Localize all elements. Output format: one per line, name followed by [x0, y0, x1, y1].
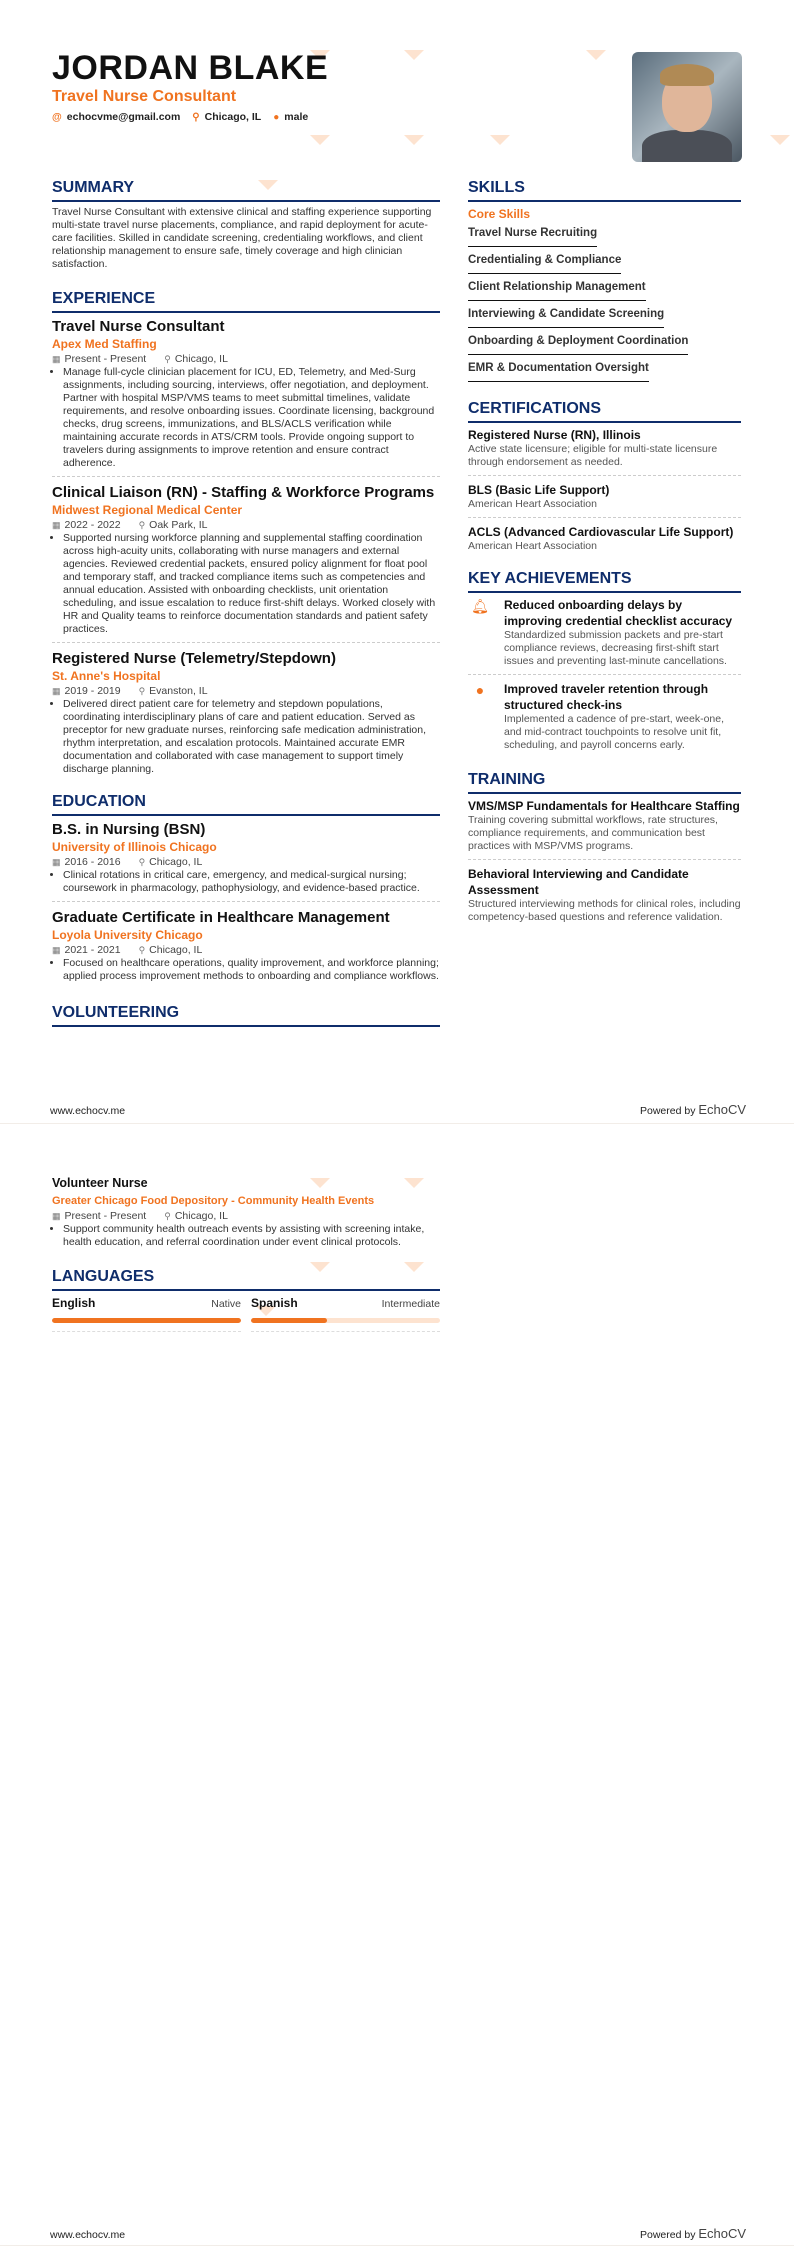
experience-entry [52, 483, 440, 643]
language-name: Spanish [251, 1296, 298, 1310]
entry-meta [52, 518, 440, 532]
footer-powered [640, 2227, 746, 2242]
footer-website[interactable]: www.echocv.me [50, 2229, 126, 2241]
contact-info [52, 110, 612, 125]
location: Chicago, IL [204, 111, 262, 123]
entry-title: Clinical Liaison (RN) - Staffing & Workforce Programs [52, 484, 435, 501]
language-level: Native [211, 1298, 241, 1310]
location-pin-icon: ⚲ [192, 112, 200, 123]
chat-bubble-icon: ● [475, 682, 485, 698]
language-proficiency-bar [251, 1318, 440, 1323]
entry-organization: University of Illinois Chicago [52, 840, 217, 854]
language-proficiency-bar [52, 1318, 241, 1323]
certification-entry [468, 427, 741, 476]
language-item [52, 1295, 241, 1332]
volunteering-entry [52, 1174, 440, 1255]
email[interactable]: echocvme@gmail.com [66, 111, 181, 123]
resume-page-2 [0, 1124, 794, 2246]
entry-dates: 2016 - 2016 [64, 856, 121, 868]
training-text: Training covering submittal workflows, rate structures, compliance requirements, and communication best practices with MSP/VMS programs. [468, 814, 718, 852]
entry-meta [52, 684, 440, 698]
education-entry [52, 820, 440, 902]
entry-title: Graduate Certificate in Healthcare Management [52, 909, 390, 926]
achievement-title: Reduced onboarding delays by improving credential checklist accuracy [504, 598, 733, 628]
calendar-icon: ▦ [52, 354, 61, 364]
language-item [251, 1295, 440, 1332]
training-text: Structured interviewing methods for clinical roles, including competency-based questions and reference validation. [468, 898, 741, 923]
achievement-entry [468, 597, 741, 675]
training-title: Behavioral Interviewing and Candidate Assessment [468, 867, 689, 897]
entry-dates: 2019 - 2019 [64, 685, 121, 697]
training-entry [468, 798, 741, 860]
skills-heading: SKILLS [468, 178, 741, 202]
candidate-name: JORDAN BLAKE [52, 49, 329, 87]
volunteering-heading: VOLUNTEERING [52, 1003, 440, 1027]
skill-item: Onboarding & Deployment Coordination [468, 331, 688, 355]
certification-title: Registered Nurse (RN), Illinois [468, 428, 641, 442]
location-pin-icon: ⚲ [138, 945, 146, 955]
skill-item: EMR & Documentation Oversight [468, 358, 649, 382]
location-pin-icon: ⚲ [138, 520, 146, 530]
location-pin-icon: ⚲ [138, 857, 146, 867]
entry-dates: Present - Present [64, 1210, 147, 1222]
entry-bullet: • Supported nursing workforce planning and supplemental staffing coordination across high-acuity units, collaborating with nurse managers and external agencies. Reviewed credential packets, ensured policy alignment for float pool and temporary staff, and tracked compliance items such as competencies and annual education. Assisted with onboarding checklists, unit orientation scheduling, and issue escalation to reduce first-shift delays. Worked closely with HR and Quality teams to reinforce documentation standards and patient safety practices. [63, 532, 440, 636]
entry-location: Chicago, IL [174, 1210, 228, 1222]
skill-item: Credentialing & Compliance [468, 250, 621, 274]
achievement-text: Standardized submission packets and pre-start compliance reviews, decreasing first-shift start issues and preventing last-minute cancellations. [504, 629, 727, 667]
entry-bullet: • Support community health outreach events by assisting with screening intake, health education, and referral coordination under event clinical protocols. [63, 1223, 440, 1249]
right-column [468, 178, 741, 936]
candidate-title: Travel Nurse Consultant [52, 88, 237, 105]
language-proficiency-fill [52, 1318, 241, 1323]
entry-dates: 2022 - 2022 [64, 519, 121, 531]
experience-heading: EXPERIENCE [52, 289, 440, 313]
language-proficiency-fill [251, 1318, 327, 1323]
certification-title: BLS (Basic Life Support) [468, 483, 610, 497]
certification-title: ACLS (Advanced Cardiovascular Life Support) [468, 525, 734, 539]
entry-bullet: • Clinical rotations in critical care, emergency, and medical-surgical nursing; coursework in pharmacology, pathophysiology, and evidence-based practice. [63, 869, 440, 895]
entry-organization: Midwest Regional Medical Center [52, 503, 243, 517]
certifications-heading: CERTIFICATIONS [468, 399, 741, 423]
language-name: English [52, 1296, 96, 1310]
summary-heading: SUMMARY [52, 178, 440, 202]
achievement-text: Implemented a cadence of pre-start, week-one, and mid-contract touchpoints to resolve unit fit, scheduling, and payroll concerns early. [504, 713, 725, 751]
entry-meta [52, 855, 440, 869]
summary-text: Travel Nurse Consultant with extensive clinical and staffing experience supporting multi-state travel nurse placements, compliance, and rapid deployment for acute-care facilities. Skilled in candidate screening, credentialing workflows, and client relationship management to ensure safe, timely coverage and high clinician satisfaction. [52, 206, 432, 270]
entry-organization: Apex Med Staffing [52, 337, 157, 351]
skills-group: Core Skills [468, 207, 531, 221]
brand-logo[interactable]: EchoCV [698, 2226, 747, 2241]
entry-title: B.S. in Nursing (BSN) [52, 821, 206, 838]
person-icon: ● [273, 112, 280, 123]
entry-location: Chicago, IL [149, 856, 203, 868]
skill-item: Travel Nurse Recruiting [468, 223, 597, 247]
profile-photo [632, 52, 742, 162]
entry-location: Chicago, IL [149, 944, 203, 956]
entry-location: Evanston, IL [149, 685, 208, 697]
achievement-entry [468, 681, 741, 758]
language-level: Intermediate [381, 1298, 440, 1310]
entry-meta [52, 352, 440, 366]
experience-entry [52, 317, 440, 477]
education-heading: EDUCATION [52, 792, 440, 816]
experience-entry [52, 649, 440, 782]
calendar-icon: ▦ [52, 1211, 61, 1221]
education-entry [52, 908, 440, 989]
location-pin-icon: ⚲ [164, 354, 171, 364]
calendar-icon: ▦ [52, 686, 61, 696]
languages-heading: LANGUAGES [52, 1267, 440, 1291]
location-pin-icon: ⚲ [138, 686, 146, 696]
entry-bullet: • Manage full-cycle clinician placement for ICU, ED, Telemetry, and Med-Surg assignments, including sourcing, interviews, offer negotiation, and deployment. Partner with hospital MSP/VMS teams to meet submittal timelines, validate requirements, and resolve onboarding issues. Coordinate licensing, background checks, drug screens, immunizations, and BLS/ACLS verification while maintaining accurate records in ATS/CRM tools. Provide ongoing support to travelers during assignments to improve retention and ensure contract adherence. [63, 366, 440, 470]
certification-entry [468, 524, 741, 559]
entry-organization: St. Anne's Hospital [52, 669, 161, 683]
left-column [52, 178, 440, 1031]
resume-header [52, 50, 612, 125]
entry-organization: Loyola University Chicago [52, 928, 203, 942]
entry-title: Travel Nurse Consultant [52, 318, 225, 335]
left-column-page-2 [52, 1174, 440, 1332]
skill-item: Client Relationship Management [468, 277, 646, 301]
footer-website[interactable]: www.echocv.me [50, 1105, 126, 1117]
gender: male [284, 111, 309, 123]
calendar-icon: ▦ [52, 520, 61, 530]
entry-bullet: • Focused on healthcare operations, quality improvement, and workforce planning; applied process improvement methods to onboarding and compliance workflows. [63, 957, 440, 983]
training-heading: TRAINING [468, 770, 741, 794]
location-pin-icon: ⚲ [164, 1211, 171, 1221]
achievements-heading: KEY ACHIEVEMENTS [468, 569, 741, 593]
entry-title: Volunteer Nurse [52, 1176, 148, 1190]
email-icon: @ [52, 112, 62, 123]
achievement-title: Improved traveler retention through structured check-ins [504, 682, 709, 712]
entry-location: Chicago, IL [174, 353, 228, 365]
entry-meta [52, 943, 440, 957]
powered-by-label: Powered by [640, 2229, 696, 2241]
entry-dates: Present - Present [64, 353, 147, 365]
certification-issuer: American Heart Association [468, 540, 597, 552]
entry-meta [52, 1209, 440, 1223]
bell-icon: 🔔︎ [471, 598, 489, 614]
skill-item: Interviewing & Candidate Screening [468, 304, 664, 328]
training-entry [468, 866, 741, 930]
calendar-icon: ▦ [52, 945, 61, 955]
certification-issuer: Active state licensure; eligible for multi-state licensure through endorsement as needed. [468, 443, 718, 468]
entry-bullet: • Delivered direct patient care for telemetry and stepdown populations, coordinating interdisciplinary plans of care and patient education. Served as preceptor for new graduate nurses, reinforcing safe medication administration, rhythm interpretation, and escalation protocols. Maintained accurate EMR documentation and collaborated with case management to support timely discharge planning. [63, 698, 440, 776]
entry-organization: Greater Chicago Food Depository - Community Health Events [52, 1195, 375, 1207]
certification-issuer: American Heart Association [468, 498, 597, 510]
entry-dates: 2021 - 2021 [64, 944, 121, 956]
powered-by-label: Powered by [640, 1105, 696, 1117]
brand-logo[interactable]: EchoCV [698, 1102, 747, 1117]
certification-entry [468, 482, 741, 518]
entry-title: Registered Nurse (Telemetry/Stepdown) [52, 650, 336, 667]
calendar-icon: ▦ [52, 857, 61, 867]
footer-powered [640, 1103, 746, 1118]
entry-location: Oak Park, IL [149, 519, 208, 531]
training-title: VMS/MSP Fundamentals for Healthcare Staffing [468, 799, 740, 813]
